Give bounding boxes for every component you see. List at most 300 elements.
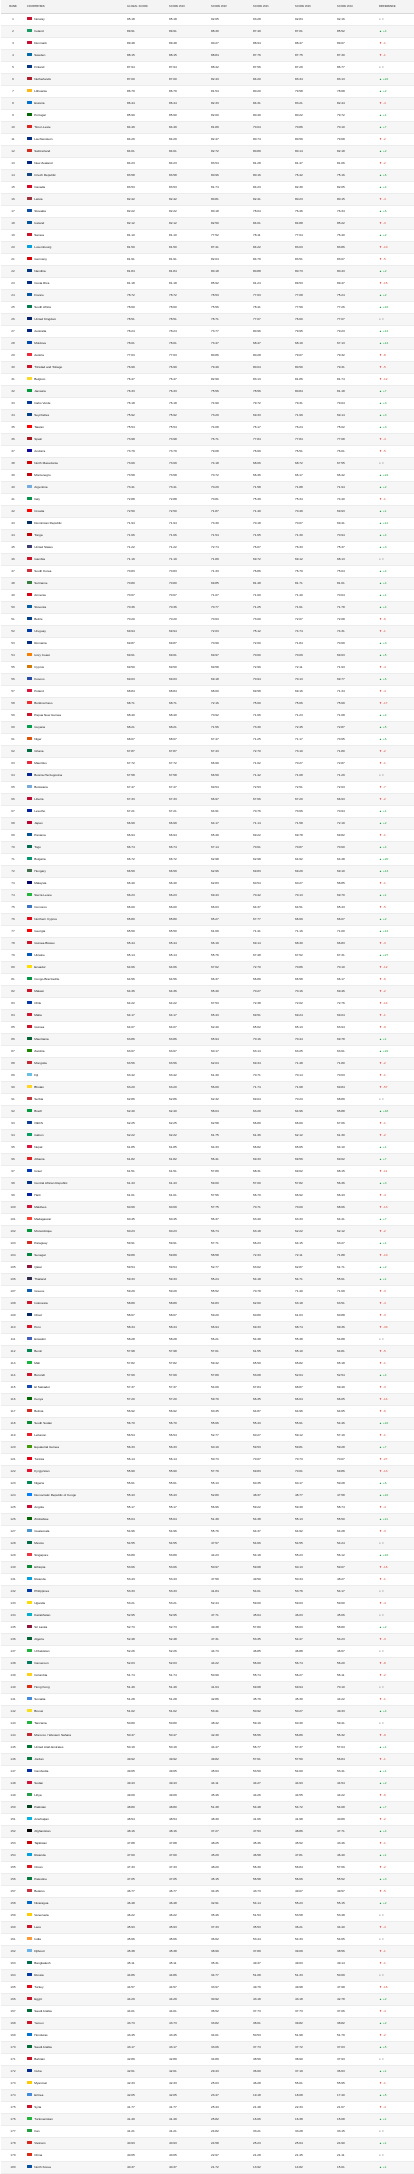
country-name[interactable]: Greece: [34, 1288, 45, 1293]
table-row[interactable]: [1, 865, 414, 877]
country-name[interactable]: Ivory Coast: [34, 652, 50, 657]
table-row[interactable]: [1, 697, 414, 709]
country-name[interactable]: El Salvador: [34, 1384, 51, 1389]
table-row[interactable]: [1, 517, 414, 529]
country-name[interactable]: Samoa: [34, 232, 44, 237]
table-row[interactable]: [1, 1165, 414, 1177]
table-row[interactable]: [1, 577, 414, 589]
country-name[interactable]: Ghana: [34, 748, 44, 753]
table-row[interactable]: [1, 1981, 414, 1993]
table-row[interactable]: [1, 2077, 414, 2089]
col-header-score-2022[interactable]: SCORE 2022: [209, 0, 251, 13]
country-name[interactable]: United States: [34, 544, 53, 549]
table-row[interactable]: [1, 1681, 414, 1693]
table-row[interactable]: [1, 2161, 414, 2173]
country-name[interactable]: Chad: [34, 1312, 42, 1317]
country-name[interactable]: Madagascar: [34, 1216, 52, 1221]
table-row[interactable]: [1, 529, 414, 541]
table-row[interactable]: [1, 385, 414, 397]
table-row[interactable]: [1, 2149, 414, 2161]
country-name[interactable]: Paraguay: [34, 1240, 48, 1245]
country-name[interactable]: Mongolia: [34, 1060, 47, 1065]
table-row[interactable]: [1, 253, 414, 265]
table-row[interactable]: [1, 1321, 414, 1333]
country-name[interactable]: Saudi Arabia: [34, 2008, 52, 2013]
table-row[interactable]: [1, 637, 414, 649]
table-row[interactable]: [1, 1309, 414, 1321]
country-name[interactable]: Malaysia: [34, 880, 47, 885]
table-row[interactable]: [1, 73, 414, 85]
table-row[interactable]: [1, 421, 414, 433]
country-name[interactable]: Ireland: [34, 28, 44, 33]
country-name[interactable]: Northern Cyprus: [34, 916, 57, 921]
table-row[interactable]: [1, 229, 414, 241]
country-name[interactable]: Finland: [34, 64, 45, 69]
country-name[interactable]: Syria: [34, 2104, 42, 2109]
country-name[interactable]: Mauritania: [34, 1036, 49, 1041]
country-name[interactable]: Netherlands: [34, 76, 51, 81]
country-name[interactable]: Lesotho: [34, 808, 46, 813]
country-name[interactable]: Philippines: [34, 1588, 50, 1593]
table-row[interactable]: [1, 1801, 414, 1813]
country-name[interactable]: Albania: [34, 1156, 45, 1161]
table-row[interactable]: [1, 2005, 414, 2017]
table-row[interactable]: [1, 1045, 414, 1057]
table-row[interactable]: [1, 1885, 414, 1897]
country-name[interactable]: Bolivia: [34, 1408, 44, 1413]
country-name[interactable]: Oman: [34, 1864, 43, 1869]
country-name[interactable]: Lithuania: [34, 88, 47, 93]
table-row[interactable]: [1, 1369, 414, 1381]
table-row[interactable]: [1, 277, 414, 289]
table-row[interactable]: [1, 949, 414, 961]
table-row[interactable]: [1, 1789, 414, 1801]
country-name[interactable]: Tonga: [34, 532, 43, 537]
table-row[interactable]: [1, 493, 414, 505]
table-row[interactable]: [1, 997, 414, 1009]
table-row[interactable]: [1, 745, 414, 757]
country-name[interactable]: Hungary: [34, 868, 46, 873]
table-row[interactable]: [1, 685, 414, 697]
table-row[interactable]: [1, 2041, 414, 2053]
country-name[interactable]: Russia: [34, 1972, 44, 1977]
country-name[interactable]: United Kingdom: [34, 316, 57, 321]
country-name[interactable]: Belgium: [34, 376, 46, 381]
table-row[interactable]: [1, 1273, 414, 1285]
table-row[interactable]: [1, 793, 414, 805]
country-name[interactable]: Uganda: [34, 1600, 46, 1605]
table-row[interactable]: [1, 541, 414, 553]
country-name[interactable]: Zambia: [34, 1048, 45, 1053]
country-name[interactable]: Nigeria: [34, 1480, 44, 1485]
country-name[interactable]: Kazakhstan: [34, 1612, 51, 1617]
table-row[interactable]: [1, 757, 414, 769]
country-name[interactable]: Nepal: [34, 1144, 43, 1149]
table-row[interactable]: [1, 445, 414, 457]
country-name[interactable]: Switzerland: [34, 148, 51, 153]
table-row[interactable]: [1, 1477, 414, 1489]
table-row[interactable]: [1, 1825, 414, 1837]
country-name[interactable]: Honduras: [34, 2032, 48, 2037]
country-name[interactable]: Panama: [34, 832, 46, 837]
table-row[interactable]: [1, 1417, 414, 1429]
country-name[interactable]: Japan: [34, 820, 43, 825]
table-row[interactable]: [1, 481, 414, 493]
country-name[interactable]: Somalia: [34, 1696, 46, 1701]
country-name[interactable]: Comoros: [34, 904, 47, 909]
table-row[interactable]: [1, 1093, 414, 1105]
country-name[interactable]: Kenya: [34, 1396, 43, 1401]
table-row[interactable]: [1, 1441, 414, 1453]
country-name[interactable]: Mozambique: [34, 1228, 52, 1233]
col-header-score-2019[interactable]: SCORE 2019: [335, 0, 377, 13]
country-name[interactable]: Georgia: [34, 928, 46, 933]
table-row[interactable]: [1, 1693, 414, 1705]
country-name[interactable]: Cameroon: [34, 1660, 49, 1665]
table-row[interactable]: [1, 145, 414, 157]
table-row[interactable]: [1, 1645, 414, 1657]
table-row[interactable]: [1, 1777, 414, 1789]
table-row[interactable]: [1, 1669, 414, 1681]
table-row[interactable]: [1, 349, 414, 361]
table-row[interactable]: [1, 1117, 414, 1129]
table-row[interactable]: [1, 1705, 414, 1717]
country-name[interactable]: Sierra Leone: [34, 892, 52, 897]
country-name[interactable]: Peru: [34, 1324, 41, 1329]
table-row[interactable]: [1, 37, 414, 49]
country-name[interactable]: United Arab Emirates: [34, 1744, 64, 1749]
country-name[interactable]: Afghanistan: [34, 1828, 51, 1833]
country-name[interactable]: Andorra: [34, 448, 46, 453]
country-name[interactable]: Israel: [34, 1168, 42, 1173]
table-row[interactable]: [1, 1237, 414, 1249]
table-row[interactable]: [1, 721, 414, 733]
table-row[interactable]: [1, 13, 414, 25]
table-row[interactable]: [1, 1765, 414, 1777]
table-row[interactable]: [1, 289, 414, 301]
country-name[interactable]: Italy: [34, 496, 40, 501]
table-row[interactable]: [1, 829, 414, 841]
table-row[interactable]: [1, 661, 414, 673]
country-name[interactable]: Eritrea: [34, 2092, 44, 2097]
country-name[interactable]: Pakistan: [34, 1804, 47, 1809]
table-row[interactable]: [1, 553, 414, 565]
country-name[interactable]: South Sudan: [34, 1420, 53, 1425]
country-name[interactable]: Myanmar: [34, 2080, 48, 2085]
country-name[interactable]: Slovakia: [34, 208, 46, 213]
country-name[interactable]: North Macedonia: [34, 460, 58, 465]
table-row[interactable]: [1, 1753, 414, 1765]
country-name[interactable]: Belarus: [34, 1888, 45, 1893]
table-row[interactable]: [1, 265, 414, 277]
table-row[interactable]: [1, 937, 414, 949]
table-row[interactable]: [1, 1345, 414, 1357]
table-row[interactable]: [1, 1081, 414, 1093]
country-name[interactable]: Suriname: [34, 580, 48, 585]
country-name[interactable]: Lebanon: [34, 1432, 47, 1437]
country-name[interactable]: Poland: [34, 688, 44, 693]
table-row[interactable]: [1, 1897, 414, 1909]
country-name[interactable]: OECS: [34, 1120, 43, 1125]
country-name[interactable]: Bangladesh: [34, 1960, 51, 1965]
country-name[interactable]: Belize: [34, 616, 43, 621]
country-name[interactable]: Moldova: [34, 340, 46, 345]
country-name[interactable]: Papua New Guinea: [34, 712, 62, 717]
table-row[interactable]: [1, 1873, 414, 1885]
table-row[interactable]: [1, 1333, 414, 1345]
country-name[interactable]: Bosnia-Herzegovina: [34, 772, 63, 777]
table-row[interactable]: [1, 1537, 414, 1549]
country-name[interactable]: Chile: [34, 1000, 42, 1005]
country-name[interactable]: Palestine: [34, 1876, 47, 1881]
country-name[interactable]: Timor-Leste: [34, 124, 51, 129]
country-name[interactable]: Liechtenstein: [34, 136, 53, 141]
table-row[interactable]: [1, 1657, 414, 1669]
country-name[interactable]: Croatia: [34, 508, 45, 513]
table-row[interactable]: [1, 1153, 414, 1165]
table-row[interactable]: [1, 1597, 414, 1609]
country-name[interactable]: Equatorial Guinea: [34, 1444, 59, 1449]
country-name[interactable]: Portugal: [34, 112, 46, 117]
country-name[interactable]: Ecuador: [34, 964, 46, 969]
country-name[interactable]: Jamaica: [34, 388, 46, 393]
table-row[interactable]: [1, 2101, 414, 2113]
table-row[interactable]: [1, 361, 414, 373]
table-row[interactable]: [1, 1189, 414, 1201]
country-name[interactable]: Dominican Republic: [34, 520, 62, 525]
country-name[interactable]: Indonesia: [34, 1300, 48, 1305]
country-name[interactable]: Venezuela: [34, 1912, 49, 1917]
table-row[interactable]: [1, 2029, 414, 2041]
country-name[interactable]: Colombia: [34, 1672, 48, 1677]
col-header-rank[interactable]: RANK: [1, 0, 25, 13]
country-name[interactable]: Armenia: [34, 592, 46, 597]
country-name[interactable]: Canada: [34, 184, 46, 189]
country-name[interactable]: Hong Kong: [34, 1684, 50, 1689]
table-row[interactable]: [1, 1861, 414, 1873]
country-name[interactable]: Maldives: [34, 1204, 47, 1209]
country-name[interactable]: Gambia: [34, 556, 46, 561]
country-name[interactable]: Uruguay: [34, 628, 46, 633]
table-row[interactable]: [1, 121, 414, 133]
country-name[interactable]: Burundi: [34, 1372, 45, 1377]
country-name[interactable]: Saudi Arabia: [34, 2044, 52, 2049]
table-row[interactable]: [1, 1837, 414, 1849]
table-row[interactable]: [1, 373, 414, 385]
col-header-score-2023[interactable]: SCORE 2023: [167, 0, 209, 13]
country-name[interactable]: Azerbaijan: [34, 1816, 49, 1821]
country-name[interactable]: Ukraine: [34, 952, 45, 957]
table-row[interactable]: [1, 1549, 414, 1561]
table-row[interactable]: [1, 1057, 414, 1069]
table-row[interactable]: [1, 169, 414, 181]
country-name[interactable]: Jordan: [34, 1756, 44, 1761]
country-name[interactable]: Tunisia: [34, 1456, 45, 1461]
country-name[interactable]: Turkmenistan: [34, 2116, 53, 2121]
country-name[interactable]: Vietnam: [34, 2140, 46, 2145]
table-row[interactable]: [1, 853, 414, 865]
table-row[interactable]: [1, 1381, 414, 1393]
table-row[interactable]: [1, 1393, 414, 1405]
table-row[interactable]: [1, 1993, 414, 2005]
country-name[interactable]: Gabon: [34, 1132, 44, 1137]
country-name[interactable]: Guyana: [34, 724, 46, 729]
country-name[interactable]: Tanzania: [34, 1720, 47, 1725]
table-row[interactable]: [1, 1525, 414, 1537]
table-row[interactable]: [1, 49, 414, 61]
table-row[interactable]: [1, 1501, 414, 1513]
table-row[interactable]: [1, 301, 414, 313]
country-name[interactable]: Algeria: [34, 1636, 44, 1641]
country-name[interactable]: Laos: [34, 1924, 41, 1929]
table-row[interactable]: [1, 325, 414, 337]
country-name[interactable]: Serbia: [34, 1096, 44, 1101]
country-name[interactable]: Guatemala: [34, 1528, 50, 1533]
country-name[interactable]: Rwanda: [34, 1852, 46, 1857]
table-row[interactable]: [1, 1021, 414, 1033]
country-name[interactable]: Haiti: [34, 1192, 41, 1197]
table-row[interactable]: [1, 1609, 414, 1621]
col-header-score-2021[interactable]: SCORE 2021: [251, 0, 293, 13]
table-row[interactable]: [1, 1561, 414, 1573]
country-name[interactable]: Fiji: [34, 1072, 39, 1077]
table-row[interactable]: [1, 2125, 414, 2137]
table-row[interactable]: [1, 1849, 414, 1861]
table-row[interactable]: [1, 2065, 414, 2077]
country-name[interactable]: Rwanda: [34, 1576, 46, 1581]
table-row[interactable]: [1, 649, 414, 661]
table-row[interactable]: [1, 565, 414, 577]
country-name[interactable]: Seychelles: [34, 412, 50, 417]
country-name[interactable]: Cyprus: [34, 664, 44, 669]
country-name[interactable]: Latvia: [34, 196, 43, 201]
table-row[interactable]: [1, 1129, 414, 1141]
table-row[interactable]: [1, 1249, 414, 1261]
table-row[interactable]: [1, 433, 414, 445]
table-row[interactable]: [1, 925, 414, 937]
table-row[interactable]: [1, 1729, 414, 1741]
country-name[interactable]: France: [34, 292, 44, 297]
table-row[interactable]: [1, 673, 414, 685]
country-name[interactable]: Guinea: [34, 1024, 45, 1029]
table-row[interactable]: [1, 589, 414, 601]
country-name[interactable]: Sri Lanka: [34, 1624, 48, 1629]
table-row[interactable]: [1, 1813, 414, 1825]
country-name[interactable]: Australia: [34, 328, 47, 333]
table-row[interactable]: [1, 1741, 414, 1753]
table-row[interactable]: [1, 2053, 414, 2065]
country-name[interactable]: Spain: [34, 436, 43, 441]
country-name[interactable]: Bahrain: [34, 2056, 45, 2061]
country-name[interactable]: Yemen: [34, 2020, 44, 2025]
table-row[interactable]: [1, 1141, 414, 1153]
country-name[interactable]: Slovenia: [34, 604, 47, 609]
country-name[interactable]: Angola: [34, 1504, 44, 1509]
table-row[interactable]: [1, 2089, 414, 2101]
table-row[interactable]: [1, 733, 414, 745]
country-name[interactable]: Cuba: [34, 2068, 42, 2073]
country-name[interactable]: Mali: [34, 1360, 40, 1365]
country-name[interactable]: North Korea: [34, 2164, 51, 2169]
country-name[interactable]: South Korea: [34, 568, 52, 573]
table-row[interactable]: [1, 985, 414, 997]
table-row[interactable]: [1, 1945, 414, 1957]
table-row[interactable]: [1, 769, 414, 781]
table-row[interactable]: [1, 157, 414, 169]
country-name[interactable]: Turkey: [34, 1984, 44, 1989]
country-name[interactable]: Bulgaria: [34, 856, 46, 861]
country-name[interactable]: Morocco / Western Sahara: [34, 1732, 71, 1737]
country-name[interactable]: Brunei: [34, 1708, 44, 1713]
table-row[interactable]: [1, 205, 414, 217]
country-name[interactable]: Bhutan: [34, 1084, 44, 1089]
country-name[interactable]: Congo-Brazzaville: [34, 976, 60, 981]
country-name[interactable]: Malawi: [34, 988, 44, 993]
table-row[interactable]: [1, 193, 414, 205]
table-row[interactable]: [1, 505, 414, 517]
table-row[interactable]: [1, 961, 414, 973]
country-name[interactable]: Czech Republic: [34, 172, 56, 177]
table-row[interactable]: [1, 1909, 414, 1921]
table-row[interactable]: [1, 1465, 414, 1477]
country-name[interactable]: Thailand: [34, 1276, 47, 1281]
table-row[interactable]: [1, 613, 414, 625]
table-row[interactable]: [1, 409, 414, 421]
table-row[interactable]: [1, 1009, 414, 1021]
country-name[interactable]: Liberia: [34, 796, 44, 801]
table-row[interactable]: [1, 133, 414, 145]
country-name[interactable]: Egypt: [34, 1996, 43, 2001]
table-row[interactable]: [1, 1357, 414, 1369]
country-name[interactable]: Nicaragua: [34, 1900, 49, 1905]
table-row[interactable]: [1, 1285, 414, 1297]
country-name[interactable]: Benin: [34, 1348, 43, 1353]
country-name[interactable]: Togo: [34, 844, 41, 849]
country-name[interactable]: Ethiopia: [34, 1564, 46, 1569]
country-name[interactable]: Mauritius: [34, 760, 47, 765]
table-row[interactable]: [1, 1201, 414, 1213]
col-header-country[interactable]: COUNTRY/IES: [25, 0, 125, 13]
table-row[interactable]: [1, 469, 414, 481]
table-row[interactable]: [1, 181, 414, 193]
country-name[interactable]: Iceland: [34, 220, 45, 225]
country-name[interactable]: New Zealand: [34, 160, 53, 165]
country-name[interactable]: Senegal: [34, 1252, 46, 1257]
table-row[interactable]: [1, 1405, 414, 1417]
country-name[interactable]: Namibia: [34, 268, 46, 273]
table-row[interactable]: [1, 97, 414, 109]
country-name[interactable]: Brazil: [34, 1108, 42, 1113]
country-name[interactable]: Sudan: [34, 1780, 44, 1785]
country-name[interactable]: Tajikistan: [34, 1840, 47, 1845]
table-row[interactable]: [1, 109, 414, 121]
table-row[interactable]: [1, 1921, 414, 1933]
table-row[interactable]: [1, 2137, 414, 2149]
country-name[interactable]: Argentina: [34, 484, 48, 489]
table-row[interactable]: [1, 1513, 414, 1525]
table-row[interactable]: [1, 1933, 414, 1945]
table-row[interactable]: [1, 901, 414, 913]
country-name[interactable]: Cambodia: [34, 1768, 49, 1773]
table-row[interactable]: [1, 1105, 414, 1117]
country-name[interactable]: Qatar: [34, 1264, 42, 1269]
table-row[interactable]: [1, 1969, 414, 1981]
country-name[interactable]: Djibouti: [34, 1948, 45, 1953]
table-row[interactable]: [1, 1069, 414, 1081]
table-row[interactable]: [1, 805, 414, 817]
country-name[interactable]: India: [34, 1936, 41, 1941]
table-row[interactable]: [1, 1177, 414, 1189]
